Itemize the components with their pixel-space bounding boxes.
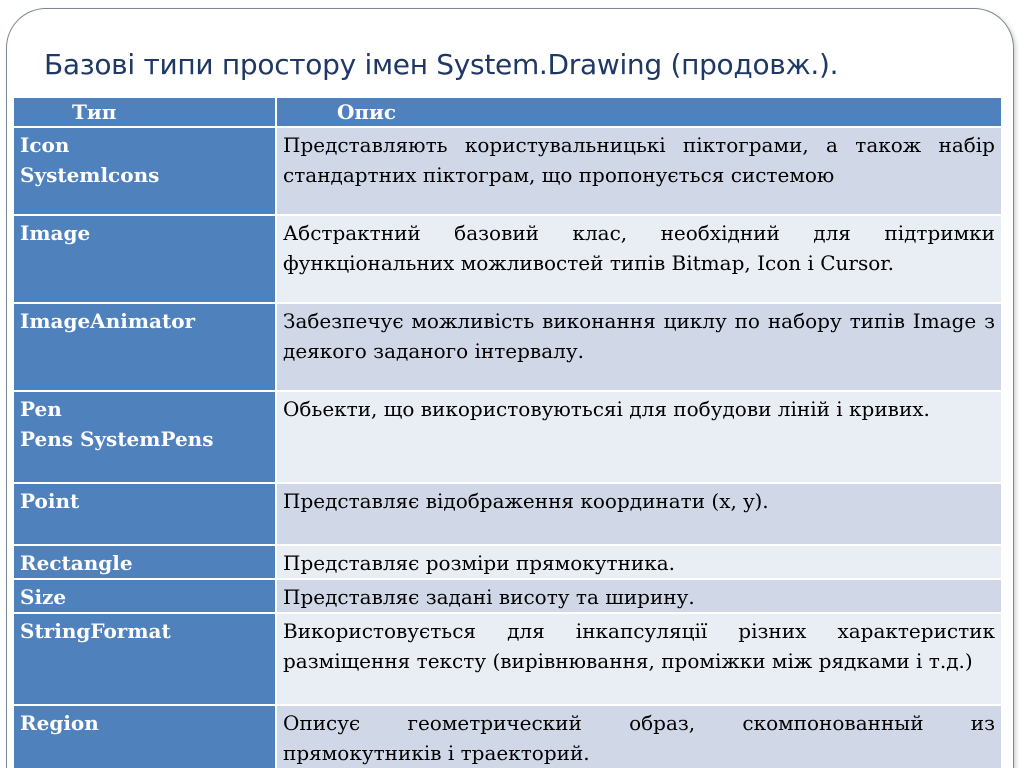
slide-title: Базові типи простору імен System.Drawing (продовж.). (44, 48, 839, 81)
type-cell (13, 613, 276, 705)
table-row (13, 545, 1002, 579)
type-name: ImageAnimator (20, 309, 196, 333)
description-cell: Обьекти, що використовуютьсяі для побудови ліній і кривих. (276, 391, 1002, 483)
type-cell (13, 483, 276, 545)
type-cell (13, 579, 276, 613)
table-row (13, 215, 1002, 303)
type-name: Region (20, 711, 99, 735)
table-row (13, 483, 1002, 545)
table-row (13, 579, 1002, 613)
type-name: Image (20, 221, 91, 245)
table-row (13, 705, 1002, 768)
type-name: Pen (20, 397, 62, 421)
type-cell (13, 303, 276, 391)
description-cell: Представляють користувальницькі піктограми, а також набір стандартних піктограм, що пропонується системою (276, 127, 1002, 215)
header-description: Опис (276, 97, 1002, 127)
table-header-row (13, 97, 1002, 127)
type-cell (13, 391, 276, 483)
type-cell (13, 545, 276, 579)
type-cell (13, 127, 276, 215)
type-name: Systemlcons (20, 163, 160, 187)
description-cell: Абстрактний базовий клас, необхідний для підтримки функціональних можливостей типів Bitmap, Icon і Cursor. (276, 215, 1002, 303)
type-cell (13, 215, 276, 303)
type-name: Rectangle (20, 551, 133, 575)
description-cell: Забезпечує можливість виконання циклу по набору типів Image з деякого заданого інтервалу. (276, 303, 1002, 391)
table-row (13, 391, 1002, 483)
description-cell: Використовується для інкапсуляції різних характеристик разміщення тексту (вирівнювання, проміжки між рядками і т.д.) (276, 613, 1002, 705)
type-name: Icon (20, 133, 70, 157)
type-cell (13, 705, 276, 768)
header-type: Тип (13, 97, 276, 127)
table-row (13, 127, 1002, 215)
table-row (13, 303, 1002, 391)
types-table (12, 96, 1003, 768)
description-cell: Представляє задані висоту та ширину. (276, 579, 1002, 613)
type-name: Size (20, 585, 67, 609)
description-cell: Описує геометрический образ, скомпонованный из прямокутників і траекторий. (276, 705, 1002, 768)
description-cell: Представляє розміри прямокутника. (276, 545, 1002, 579)
type-name: StringFormat (20, 619, 171, 643)
type-name: Pens SystemPens (20, 427, 214, 451)
description-cell: Представляє відображення координати (x, y). (276, 483, 1002, 545)
type-name: Point (20, 489, 80, 513)
table-row (13, 613, 1002, 705)
